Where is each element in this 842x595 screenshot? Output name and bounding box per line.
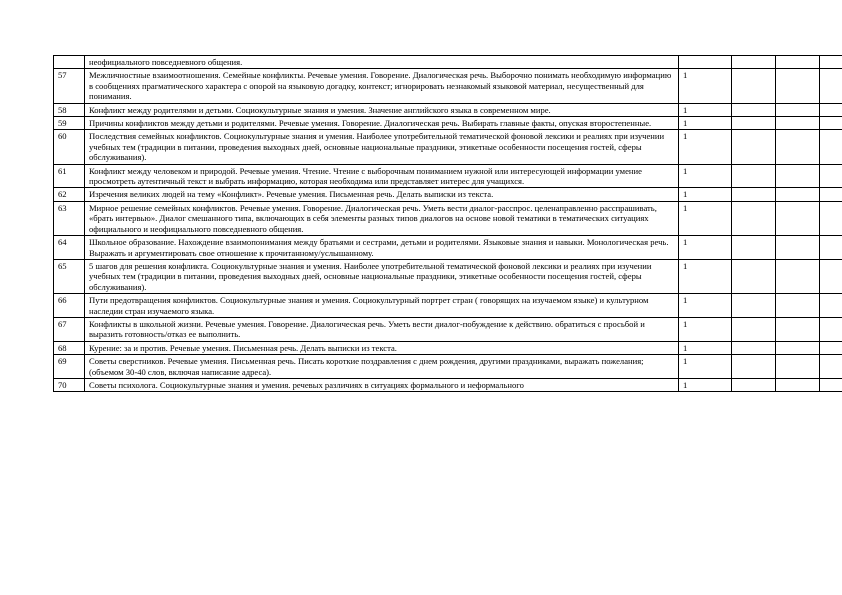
lesson-number-cell: 60 (54, 130, 85, 164)
lesson-number-cell: 64 (54, 236, 85, 260)
lesson-topic-cell: Мирное решение семейных конфликтов. Речевые умения. Говорение. Диалогическая речь. Уметь вести диалог-расспрос. целенаправленно расспрашивать, «брать интервью». Диалог смешанного типа, включающих в себя элементы разных типов диалогов на основе новой тематики в тематических ситуациях официального и неофициального повседневного общения. (85, 201, 679, 235)
note-cell (820, 355, 842, 379)
lesson-number-cell: 65 (54, 259, 85, 293)
lesson-hours-cell: 1 (679, 130, 732, 164)
table-row (54, 317, 842, 341)
date-fact-cell (776, 201, 820, 235)
table-row (54, 259, 842, 293)
table-row (54, 294, 842, 318)
lesson-number-cell: 70 (54, 378, 85, 391)
date-plan-cell (732, 130, 776, 164)
note-cell (820, 117, 842, 130)
table-row (54, 341, 842, 354)
date-fact-cell (776, 69, 820, 103)
lesson-hours-cell: 1 (679, 294, 732, 318)
lesson-hours-cell: 1 (679, 69, 732, 103)
date-plan-cell (732, 69, 776, 103)
date-plan-cell (732, 201, 776, 235)
lesson-hours-cell: 1 (679, 259, 732, 293)
lesson-plan-body (54, 56, 842, 392)
lesson-hours-cell (679, 56, 732, 69)
table-row (54, 56, 842, 69)
date-fact-cell (776, 164, 820, 188)
date-fact-cell (776, 317, 820, 341)
date-plan-cell (732, 355, 776, 379)
lesson-plan-table (53, 55, 842, 392)
lesson-hours-cell: 1 (679, 117, 732, 130)
lesson-hours-cell: 1 (679, 355, 732, 379)
date-plan-cell (732, 378, 776, 391)
lesson-hours-cell: 1 (679, 201, 732, 235)
note-cell (820, 56, 842, 69)
lesson-number-cell: 62 (54, 188, 85, 201)
date-fact-cell (776, 56, 820, 69)
note-cell (820, 259, 842, 293)
lesson-topic-cell: Межличностные взаимоотношения. Семейные конфликты. Речевые умения. Говорение. Диалогическая речь. Выборочно понимать необходимую информацию в сообщениях прагматического характера с опорой на языковую догадку, контекст; игнорировать незнакомый языковой материал, несущественный для понимания. (85, 69, 679, 103)
lesson-number-cell: 66 (54, 294, 85, 318)
date-fact-cell (776, 341, 820, 354)
lesson-number-cell: 59 (54, 117, 85, 130)
lesson-topic-cell: Советы психолога. Социокультурные знания и умения. речевых различиях в ситуациях формального и неформального (85, 378, 679, 391)
lesson-number-cell: 63 (54, 201, 85, 235)
lesson-topic-cell: Пути предотвращения конфликтов. Социокультурные знания и умения. Социокультурный портрет стран ( говорящих на изучаемом языке) и культурном наследии стран изучаемого языка. (85, 294, 679, 318)
date-fact-cell (776, 188, 820, 201)
lesson-topic-cell: Изречения великих людей на тему «Конфликт». Речевые умения. Письменная речь. Делать выписки из текста. (85, 188, 679, 201)
lesson-topic-cell: Конфликты в школьной жизни. Речевые умения. Говорение. Диалогическая речь. Уметь вести диалог-побуждение к действию. обратиться с просьбой и выразить готовность/отказ ее выполнить. (85, 317, 679, 341)
lesson-topic-cell: 5 шагов для решения конфликта. Социокультурные знания и умения. Наиболее употребительной тематической фоновой лексики и реалиях при изучении учебных тем (традиции в питании, проведения выходных дней, основные национальные праздники, этикетные особенности посещения гостей, сферы обслуживания). (85, 259, 679, 293)
lesson-hours-cell: 1 (679, 188, 732, 201)
table-row (54, 236, 842, 260)
lesson-number-cell: 58 (54, 103, 85, 116)
lesson-topic-cell: Причины конфликтов между детьми и родителями. Речевые умения. Говорение. Диалогическая речь. Выбирать главные факты, опуская второстепенные. (85, 117, 679, 130)
lesson-topic-cell: Последствия семейных конфликтов. Социокультурные знания и умения. Наиболее употребительной тематической фоновой лексики и реалиях при изучении учебных тем (традиции в питании, проведения выходных дней, основные национальные праздники, этикетные особенности посещения гостей, сферы обслуживания). (85, 130, 679, 164)
date-fact-cell (776, 236, 820, 260)
table-row (54, 103, 842, 116)
lesson-hours-cell: 1 (679, 103, 732, 116)
lesson-number-cell: 61 (54, 164, 85, 188)
note-cell (820, 236, 842, 260)
table-row (54, 117, 842, 130)
lesson-hours-cell: 1 (679, 236, 732, 260)
table-row (54, 164, 842, 188)
date-plan-cell (732, 259, 776, 293)
lesson-number-cell (54, 56, 85, 69)
date-fact-cell (776, 103, 820, 116)
note-cell (820, 294, 842, 318)
date-plan-cell (732, 56, 776, 69)
date-fact-cell (776, 378, 820, 391)
date-fact-cell (776, 130, 820, 164)
note-cell (820, 103, 842, 116)
table-row (54, 355, 842, 379)
note-cell (820, 188, 842, 201)
table-row (54, 69, 842, 103)
note-cell (820, 130, 842, 164)
lesson-hours-cell: 1 (679, 378, 732, 391)
note-cell (820, 378, 842, 391)
lesson-number-cell: 68 (54, 341, 85, 354)
table-row (54, 378, 842, 391)
date-plan-cell (732, 341, 776, 354)
date-plan-cell (732, 317, 776, 341)
table-row (54, 201, 842, 235)
note-cell (820, 164, 842, 188)
lesson-number-cell: 69 (54, 355, 85, 379)
lesson-topic-cell: Школьное образование. Нахождение взаимопонимания между братьями и сестрами, детьми и родителями. Языковые знания и навыки. Монологическая речь. Выражать и аргументировать свое отношение к прочитанному/услышанному. (85, 236, 679, 260)
date-plan-cell (732, 188, 776, 201)
note-cell (820, 341, 842, 354)
date-plan-cell (732, 294, 776, 318)
date-plan-cell (732, 164, 776, 188)
date-fact-cell (776, 355, 820, 379)
lesson-hours-cell: 1 (679, 341, 732, 354)
date-fact-cell (776, 117, 820, 130)
date-fact-cell (776, 294, 820, 318)
date-plan-cell (732, 117, 776, 130)
lesson-topic-cell: Советы сверстников. Речевые умения. Письменная речь. Писать короткие поздравления с днем рождения, другими праздниками, выражать пожелания; (объемом 30-40 слов, включая написание адреса). (85, 355, 679, 379)
lesson-topic-cell: Курение: за и против. Речевые умения. Письменная речь. Делать выписки из текста. (85, 341, 679, 354)
note-cell (820, 201, 842, 235)
lesson-topic-cell: неофициального повседневного общения. (85, 56, 679, 69)
lesson-number-cell: 57 (54, 69, 85, 103)
date-plan-cell (732, 103, 776, 116)
lesson-number-cell: 67 (54, 317, 85, 341)
date-plan-cell (732, 236, 776, 260)
table-row (54, 188, 842, 201)
note-cell (820, 69, 842, 103)
table-row (54, 130, 842, 164)
lesson-topic-cell: Конфликт между человеком и природой. Речевые умения. Чтение. Чтение с выборочным пониманием нужной или интересующей информации умение просмотреть аутентичный текст и выбрать информацию, которая необходима или представляет интерес для учащихся. (85, 164, 679, 188)
date-fact-cell (776, 259, 820, 293)
lesson-hours-cell: 1 (679, 164, 732, 188)
lesson-topic-cell: Конфликт между родителями и детьми. Социокультурные знания и умения. Значение английского языка в современном мире. (85, 103, 679, 116)
lesson-hours-cell: 1 (679, 317, 732, 341)
note-cell (820, 317, 842, 341)
